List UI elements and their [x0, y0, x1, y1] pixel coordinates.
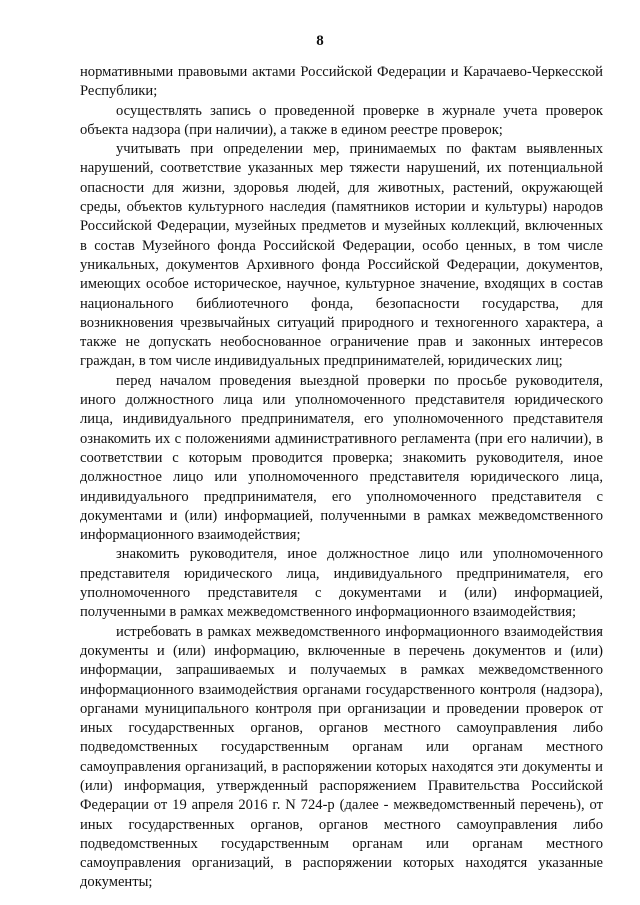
paragraph-continuation: нормативными правовыми актами Российской Федерации и Карачаево-Черкесской Республики;	[80, 64, 603, 100]
paragraph-documents-familiarization: знакомить руководителя, иное должностное лицо или уполномоченного представителя юридического лица, индивидуального предпринимателя, его уполномоченного представителя с документами и (или) информацией, полученными в рамках межведомственного информационного взаимодействия;	[80, 546, 603, 621]
document-body	[80, 63, 603, 893]
paragraph-request-documents: истребовать в рамках межведомственного информационного взаимодействия документы и (или) информацию, включенные в перечень документов и (или) информации, запрашиваемых и получаемых в рамках межведомственного информационного взаимодействия органами государственного контроля (надзора), органами муниципального контроля при организации и проведении проверок от иных государственных органов, органов местного самоуправления либо подведомственных государственным органам или органам местного самоуправления организаций, в распоряжении которых находятся эти документы и (или) информация, утвержденный распоряжением Правительства Российской Федерации от 19 апреля 2016 г. N 724-р (далее - межведомственный перечень), от иных государственных органов, органов местного самоуправления либо подведомственных государственным органам или органам местного самоуправления организаций, в распоряжении которых находятся указанные документы;	[80, 623, 603, 891]
page-number: 8	[316, 33, 324, 49]
paragraph-regulation-familiarization: перед началом проведения выездной проверки по просьбе руководителя, иного должностного лица или уполномоченного представителя юридического лица, индивидуального предпринимателя, его уполномоченного представителя ознакомить их с положениями административного регламента (при его наличии), в соответствии с которым проводится проверка; знакомить руководителя, иное должностное лицо или уполномоченного представителя юридического лица, индивидуального предпринимателя, его уполномоченного представителя с документами и (или) информацией, полученными в рамках межведомственного информационного взаимодействия;	[80, 372, 603, 544]
paragraph-journal-record: осуществлять запись о проведенной проверке в журнале учета проверок объекта надзора (при наличии), а также в едином реестре проверок;	[80, 102, 603, 138]
paragraph-measures: учитывать при определении мер, принимаемых по фактам выявленных нарушений, соответствие указанных мер тяжести нарушений, их потенциальной опасности для жизни, здоровья людей, для животных, растений, окружающей среды, объектов культурного наследия (памятников истории и культуры) народов Российской Федерации, музейных предметов и музейных коллекций, включенных в состав Музейного фонда Российской Федерации, особо ценных, в том числе уникальных, документов Архивного фонда Российской Федерации, документов, имеющих особое историческое, научное, культурное значение, входящих в состав национального библиотечного фонда, безопасности государства, для возникновения чрезвычайных ситуаций природного и техногенного характера, а также не допускать необоснованное ограничение прав и законных интересов граждан, в том числе индивидуальных предпринимателей, юридических лиц;	[80, 141, 603, 370]
